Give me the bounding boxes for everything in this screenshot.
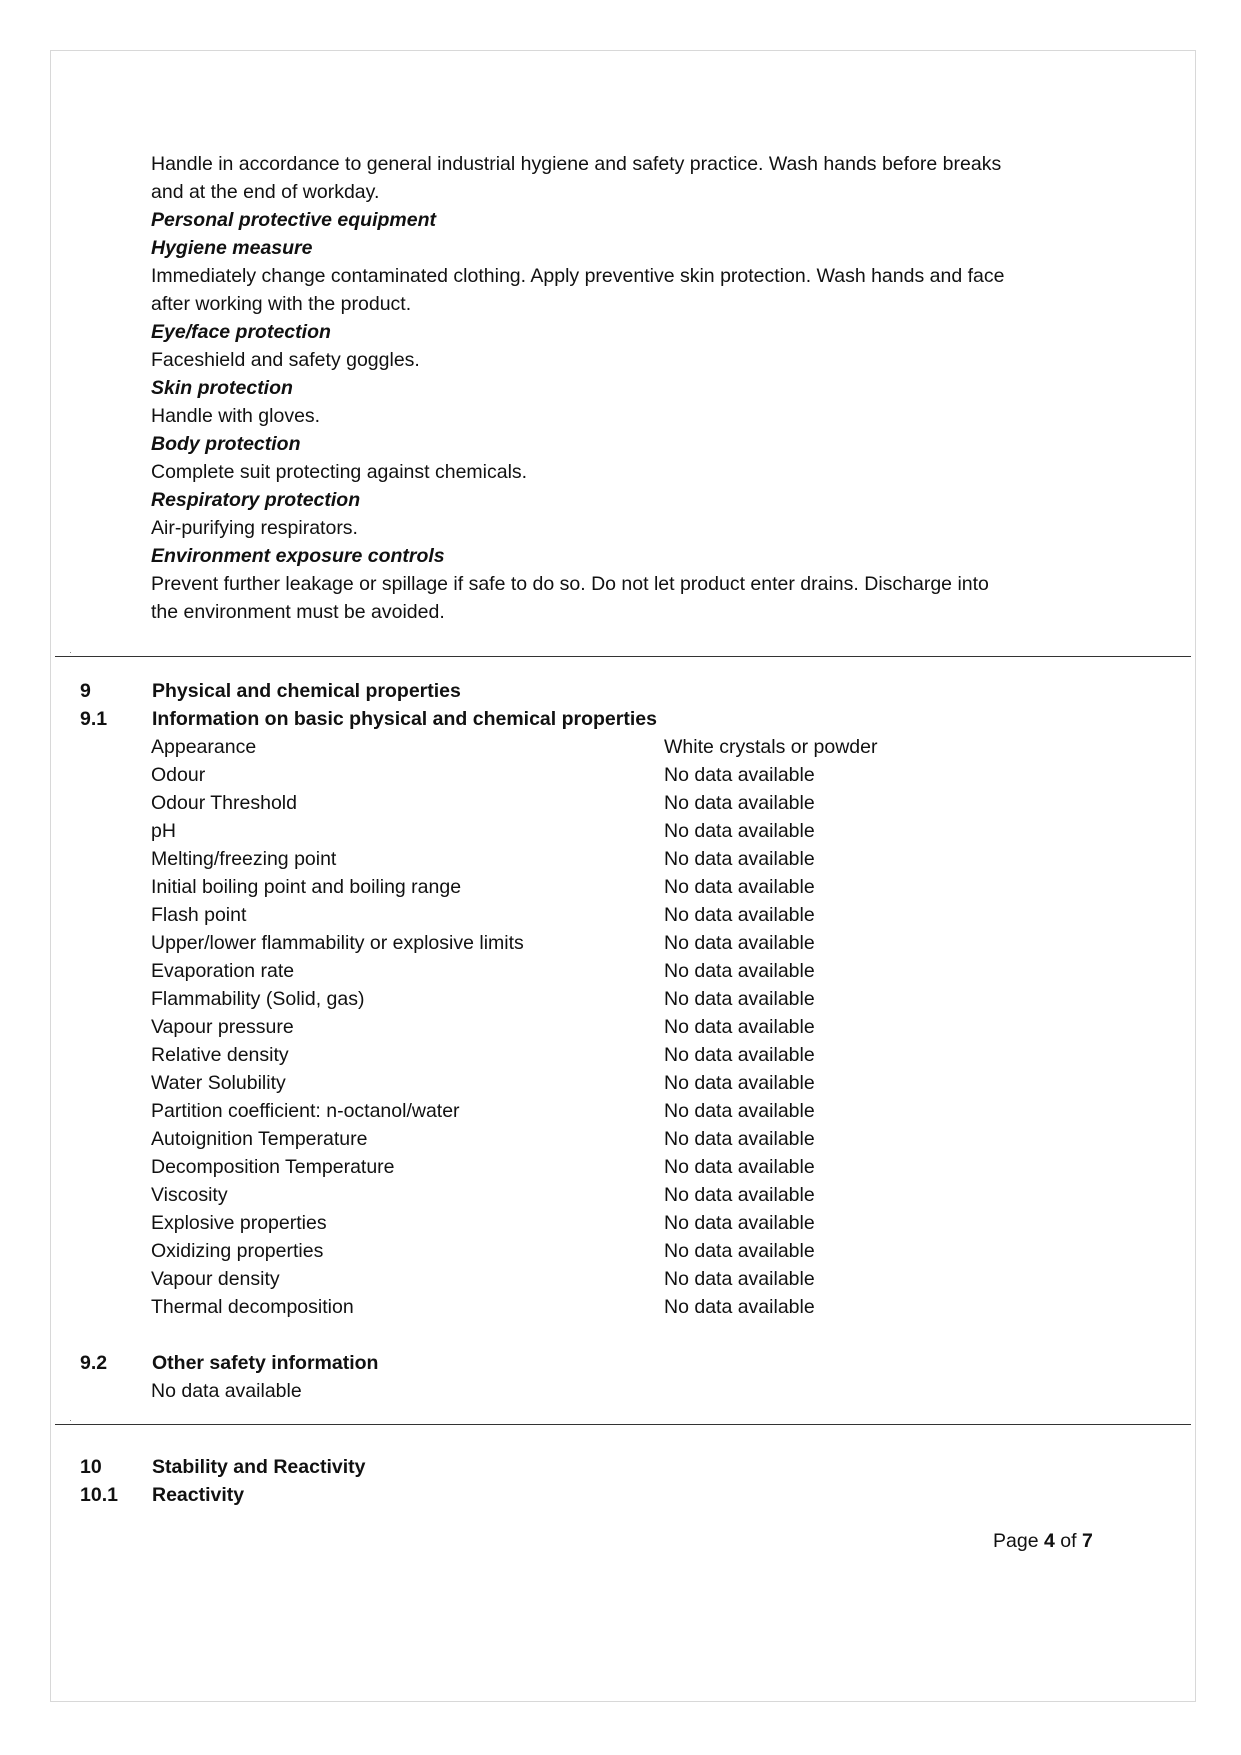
body-protection-heading: Body protection: [151, 433, 301, 455]
body-protection-text: Complete suit protecting against chemicals.: [151, 461, 528, 483]
hygiene-heading: Hygiene measure: [151, 237, 313, 259]
property-value: No data available: [664, 848, 815, 870]
property-value: No data available: [664, 1128, 815, 1150]
page-current: 4: [1043, 1530, 1055, 1552]
property-value: No data available: [664, 1044, 815, 1066]
hygiene-text-line-2: after working with the product.: [151, 293, 412, 315]
section-divider: [55, 1424, 1191, 1425]
skin-protection-heading: Skin protection: [151, 377, 293, 399]
environment-exposure-text-line-1: Prevent further leakage or spillage if safe to do so. Do not let product enter drains. Discharge into: [151, 573, 989, 595]
section-9-2-number: 9.2: [80, 1352, 108, 1374]
property-value: No data available: [664, 1184, 815, 1206]
ppe-heading: Personal protective equipment: [151, 209, 436, 231]
property-label: Appearance: [151, 736, 257, 758]
separator-mark: [70, 1420, 71, 1421]
section-10-title: Stability and Reactivity: [152, 1456, 366, 1478]
page-total: 7: [1081, 1530, 1093, 1552]
hygiene-text-line-1: Immediately change contaminated clothing. Apply preventive skin protection. Wash hands and face: [151, 265, 1005, 287]
property-value: No data available: [664, 988, 815, 1010]
property-value: No data available: [664, 904, 815, 926]
section-9-2-title: Other safety information: [152, 1352, 379, 1374]
property-value: No data available: [664, 1100, 815, 1122]
property-value: No data available: [664, 1072, 815, 1094]
page-of: of: [1054, 1530, 1082, 1552]
property-label: Viscosity: [151, 1184, 228, 1206]
eye-protection-heading: Eye/face protection: [151, 321, 331, 343]
property-label: Relative density: [151, 1044, 289, 1066]
property-label: Thermal decomposition: [151, 1296, 354, 1318]
property-label: Odour: [151, 764, 206, 786]
property-value: No data available: [664, 1268, 815, 1290]
property-label: Oxidizing properties: [151, 1240, 324, 1262]
property-label: Upper/lower flammability or explosive limits: [151, 932, 524, 954]
property-label: Flammability (Solid, gas): [151, 988, 365, 1010]
property-label: Decomposition Temperature: [151, 1156, 395, 1178]
section-9-title: Physical and chemical properties: [152, 680, 461, 702]
property-value: No data available: [664, 764, 815, 786]
property-label: Vapour pressure: [151, 1016, 294, 1038]
page-prefix: Page: [993, 1530, 1044, 1552]
property-value: No data available: [664, 1240, 815, 1262]
handling-text-line-1: Handle in accordance to general industrial hygiene and safety practice. Wash hands before breaks: [151, 153, 1002, 175]
section-9-number: 9: [80, 680, 91, 702]
environment-exposure-text-line-2: the environment must be avoided.: [151, 601, 445, 623]
separator-mark: [70, 652, 71, 653]
section-10-1-number: 10.1: [80, 1484, 118, 1506]
property-value: No data available: [664, 1296, 815, 1318]
property-value: No data available: [664, 1212, 815, 1234]
property-label: pH: [151, 820, 176, 842]
property-label: Partition coefficient: n-octanol/water: [151, 1100, 460, 1122]
section-divider: [55, 656, 1191, 657]
property-label: Initial boiling point and boiling range: [151, 876, 462, 898]
respiratory-protection-text: Air-purifying respirators.: [151, 517, 358, 539]
property-label: Odour Threshold: [151, 792, 297, 814]
property-label: Explosive properties: [151, 1212, 327, 1234]
property-label: Vapour density: [151, 1268, 280, 1290]
property-label: Evaporation rate: [151, 960, 295, 982]
property-value: No data available: [664, 792, 815, 814]
property-value: White crystals or powder: [664, 736, 878, 758]
property-value: No data available: [664, 1016, 815, 1038]
property-label: Melting/freezing point: [151, 848, 337, 870]
property-label: Flash point: [151, 904, 247, 926]
property-value: No data available: [664, 876, 815, 898]
environment-exposure-heading: Environment exposure controls: [151, 545, 445, 567]
property-value: No data available: [664, 820, 815, 842]
respiratory-protection-heading: Respiratory protection: [151, 489, 361, 511]
skin-protection-text: Handle with gloves.: [151, 405, 321, 427]
other-safety-info-text: No data available: [151, 1380, 302, 1402]
section-10-number: 10: [80, 1456, 102, 1478]
section-10-1-title: Reactivity: [152, 1484, 245, 1506]
eye-protection-text: Faceshield and safety goggles.: [151, 349, 420, 371]
section-9-1-number: 9.1: [80, 708, 108, 730]
property-label: Water Solubility: [151, 1072, 286, 1094]
section-9-1-title: Information on basic physical and chemical properties: [152, 708, 657, 730]
property-value: No data available: [664, 960, 815, 982]
property-label: Autoignition Temperature: [151, 1128, 368, 1150]
property-value: No data available: [664, 932, 815, 954]
handling-text-line-2: and at the end of workday.: [151, 181, 380, 203]
page-number: [993, 1527, 1093, 1555]
property-value: No data available: [664, 1156, 815, 1178]
